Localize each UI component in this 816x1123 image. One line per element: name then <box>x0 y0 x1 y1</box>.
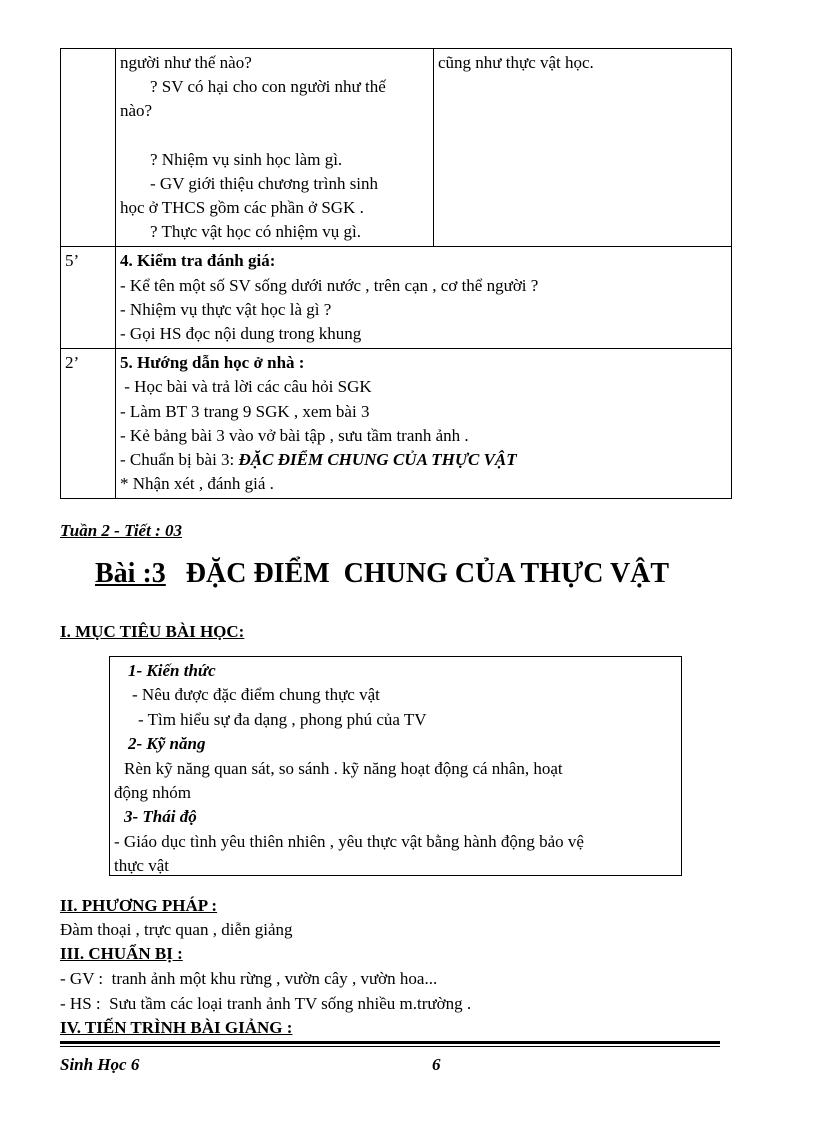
table-line: cũng như thực vật học. <box>438 53 594 72</box>
goal-line: - Giáo dục tình yêu thiên nhiên , yêu thực vật bằng hành động bảo vệ <box>114 831 584 851</box>
goal-line: động nhóm <box>114 783 191 803</box>
table-line: - Gọi HS đọc nội dung trong khung <box>120 324 362 344</box>
process-heading: IV. TIẾN TRÌNH BÀI GIẢNG : <box>60 1018 293 1037</box>
page-number: 6 <box>432 1055 441 1074</box>
homework-cell <box>116 349 732 499</box>
goals-box <box>109 656 682 876</box>
table-line: ? Thực vật học có nhiệm vụ gì. <box>150 222 361 242</box>
assessment-cell <box>116 247 732 349</box>
lesson-plan-table <box>60 48 732 499</box>
attitude-title: 3- Thái độ <box>124 807 197 827</box>
table-line: - GV giới thiệu chương trình sinh <box>150 173 379 193</box>
table-line: - Học bài và trả lời các câu hỏi SGK <box>120 377 372 397</box>
table-line-blank <box>120 124 429 148</box>
table-line: - Kẻ bảng bài 3 vào vở bài tập , sưu tầm tranh ảnh . <box>120 425 469 445</box>
lesson-number: Bài :3 <box>95 558 166 589</box>
prep-prefix: - Chuẩn bị bài 3: <box>120 450 239 470</box>
footer-rule <box>60 1041 720 1044</box>
table-line: - Nhiệm vụ thực vật học là gì ? <box>120 299 332 319</box>
prep-student: - HS : Sưu tầm các loại tranh ảnh TV sống nhiều m.trường . <box>60 994 472 1013</box>
goal-line: - Tìm hiểu sự đa dạng , phong phú của TV <box>138 709 427 729</box>
activity-cell <box>116 49 434 247</box>
knowledge-title: 1- Kiến thức <box>128 661 216 680</box>
prep-teacher: - GV : tranh ảnh một khu rừng , vườn cây , vườn hoa... <box>60 969 438 988</box>
time-cell: 2’ <box>61 349 116 499</box>
table-line <box>120 448 727 472</box>
table-row <box>61 349 732 499</box>
table-line: ? SV có hại cho con người như thế <box>150 77 386 97</box>
notes-cell <box>434 49 732 247</box>
table-row <box>61 49 732 247</box>
prep-lesson-title: ĐẶC ĐIỂM CHUNG CỦA THỰC VẬT <box>238 450 517 470</box>
table-line: - Làm BT 3 trang 9 SGK , xem bài 3 <box>120 401 370 421</box>
table-line: nào? <box>120 101 153 121</box>
table-line: ? Nhiệm vụ sinh học làm gì. <box>150 149 343 169</box>
lesson-name: ĐẶC ĐIỂM CHUNG CỦA THỰC VẬT <box>185 558 670 589</box>
footer-subject: Sinh Học 6 <box>60 1055 140 1074</box>
assessment-heading: 4. Kiểm tra đánh giá: <box>120 251 276 271</box>
method-heading: II. PHƯƠNG PHÁP : <box>60 896 218 915</box>
time-cell: 5’ <box>61 247 116 349</box>
table-line: người như thế nào? <box>120 53 252 72</box>
prep-heading: III. CHUẨN BỊ : <box>60 944 183 963</box>
table-line: học ở THCS gồm các phần ở SGK . <box>120 198 364 218</box>
table-line: * Nhận xét , đánh giá . <box>120 474 274 494</box>
homework-heading: 5. Hướng dẫn học ở nhà : <box>120 353 305 373</box>
goals-heading: I. MỤC TIÊU BÀI HỌC: <box>60 622 245 641</box>
method-text: Đàm thoại , trực quan , diễn giảng <box>60 920 293 939</box>
table-row <box>61 247 732 349</box>
week-period-label: Tuần 2 - Tiết : 03 <box>60 521 182 540</box>
footer-rule-thin <box>60 1046 720 1047</box>
lesson-title <box>95 558 735 590</box>
goal-line: Rèn kỹ năng quan sát, so sánh . kỹ năng hoạt động cá nhân, hoạt <box>124 758 563 778</box>
skills-title: 2- Kỹ năng <box>128 734 206 754</box>
goal-line: thực vật <box>114 856 170 876</box>
goal-line: - Nêu được đặc điểm chung thực vật <box>132 685 380 705</box>
time-cell <box>61 49 116 247</box>
table-line: - Kể tên một số SV sống dưới nước , trên cạn , cơ thể người ? <box>120 275 539 295</box>
